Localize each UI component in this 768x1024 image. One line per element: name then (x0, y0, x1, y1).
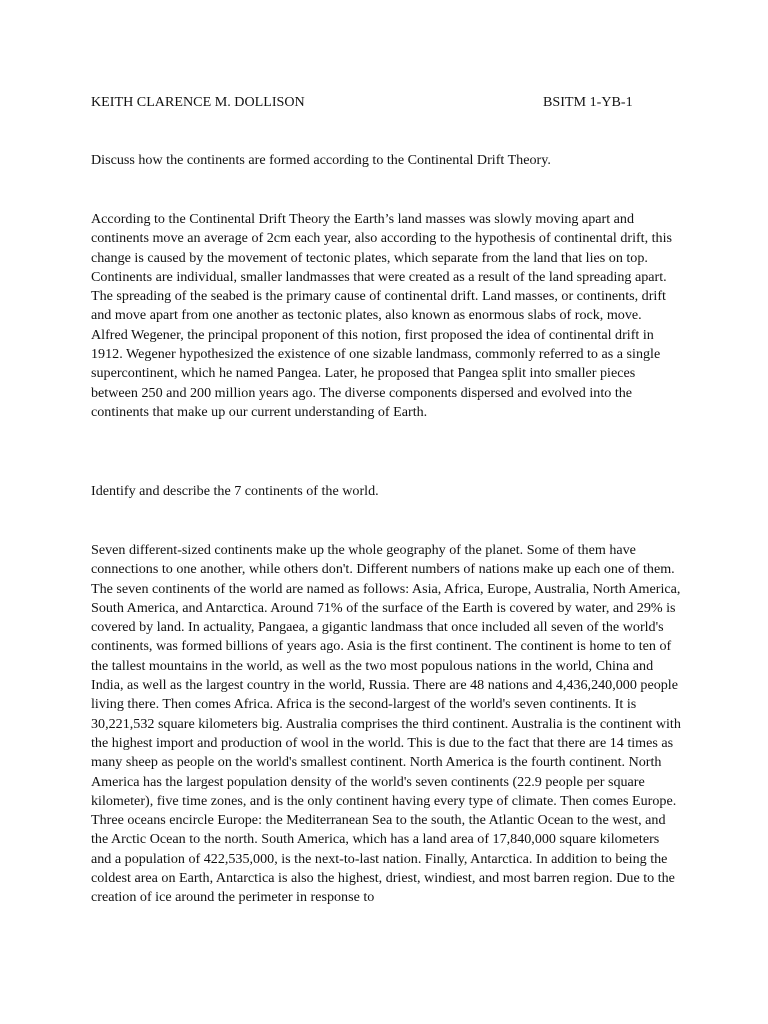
document-header (91, 93, 691, 113)
author-name: KEITH CLARENCE M. DOLLISON (91, 94, 305, 110)
question-2-answer: Seven different-sized continents make up the whole geography of the planet. Some of them have connections to one another, while others don't. Different numbers of nations make up each one of them. The seven continents of the world are named as follows: Asia, Africa, Europe, Australia, North America, South America, and Antarctica. Around 71% of the surface of the Earth is covered by water, and 29% is covered by land. In actuality, Pangaea, a gigantic landmass that once included all seven of the world's continents, was formed billions of years ago. Asia is the first continent. The continent is home to ten of the tallest mountains in the world, as well as the two most populous nations in the world, China and India, as well as the largest country in the world, Russia. There are 48 nations and 4,436,240,000 people living there. Then comes Africa. Africa is the second-largest of the world's seven continents. It is 30,221,532 square kilometers big. Australia comprises the third continent. Australia is the continent with the highest import and production of wool in the world. This is due to the fact that there are 14 times as many sheep as people on the world's smallest continent. North America is the fourth continent. North America has the largest population density of the world's seven continents (22.9 people per square kilometer), five time zones, and is the only continent having every type of climate. Then comes Europe. Three oceans encircle Europe: the Mediterranean Sea to the south, the Atlantic Ocean to the west, and the Arctic Ocean to the north. South America, which has a land area of 17,840,000 square kilometers and a population of 422,535,000, is the next-to-last nation. Finally, Antarctica. In addition to being the coldest area on Earth, Antarctica is also the highest, driest, windiest, and most barren region. Due to the creation of ice around the perimeter in response to (91, 542, 681, 906)
question-2-prompt: Identify and describe the 7 continents of the world. (91, 483, 379, 499)
class-code: BSITM 1-YB-1 (543, 94, 633, 110)
question-1-answer: According to the Continental Drift Theory the Earth’s land masses was slowly moving apart and continents move an average of 2cm each year, also according to the hypothesis of continental drift, this change is caused by the movement of tectonic plates, which separate from the land that lies on top. Continents are individual, smaller landmasses that were created as a result of the land spreading apart. The spreading of the seabed is the primary cause of continental drift. Land masses, or continents, drift and move apart from one another as tectonic plates, also known as enormous slabs of rock, move. Alfred Wegener, the principal proponent of this notion, first proposed the idea of continental drift in 1912. Wegener hypothesized the existence of one sizable landmass, commonly referred to as a single supercontinent, which he named Pangea. Later, he proposed that Pangea split into smaller pieces between 250 and 200 million years ago. The diverse components dispersed and evolved into the continents that make up our current understanding of Earth. (91, 211, 673, 420)
question-1-prompt: Discuss how the continents are formed according to the Continental Drift Theory. (91, 152, 551, 168)
